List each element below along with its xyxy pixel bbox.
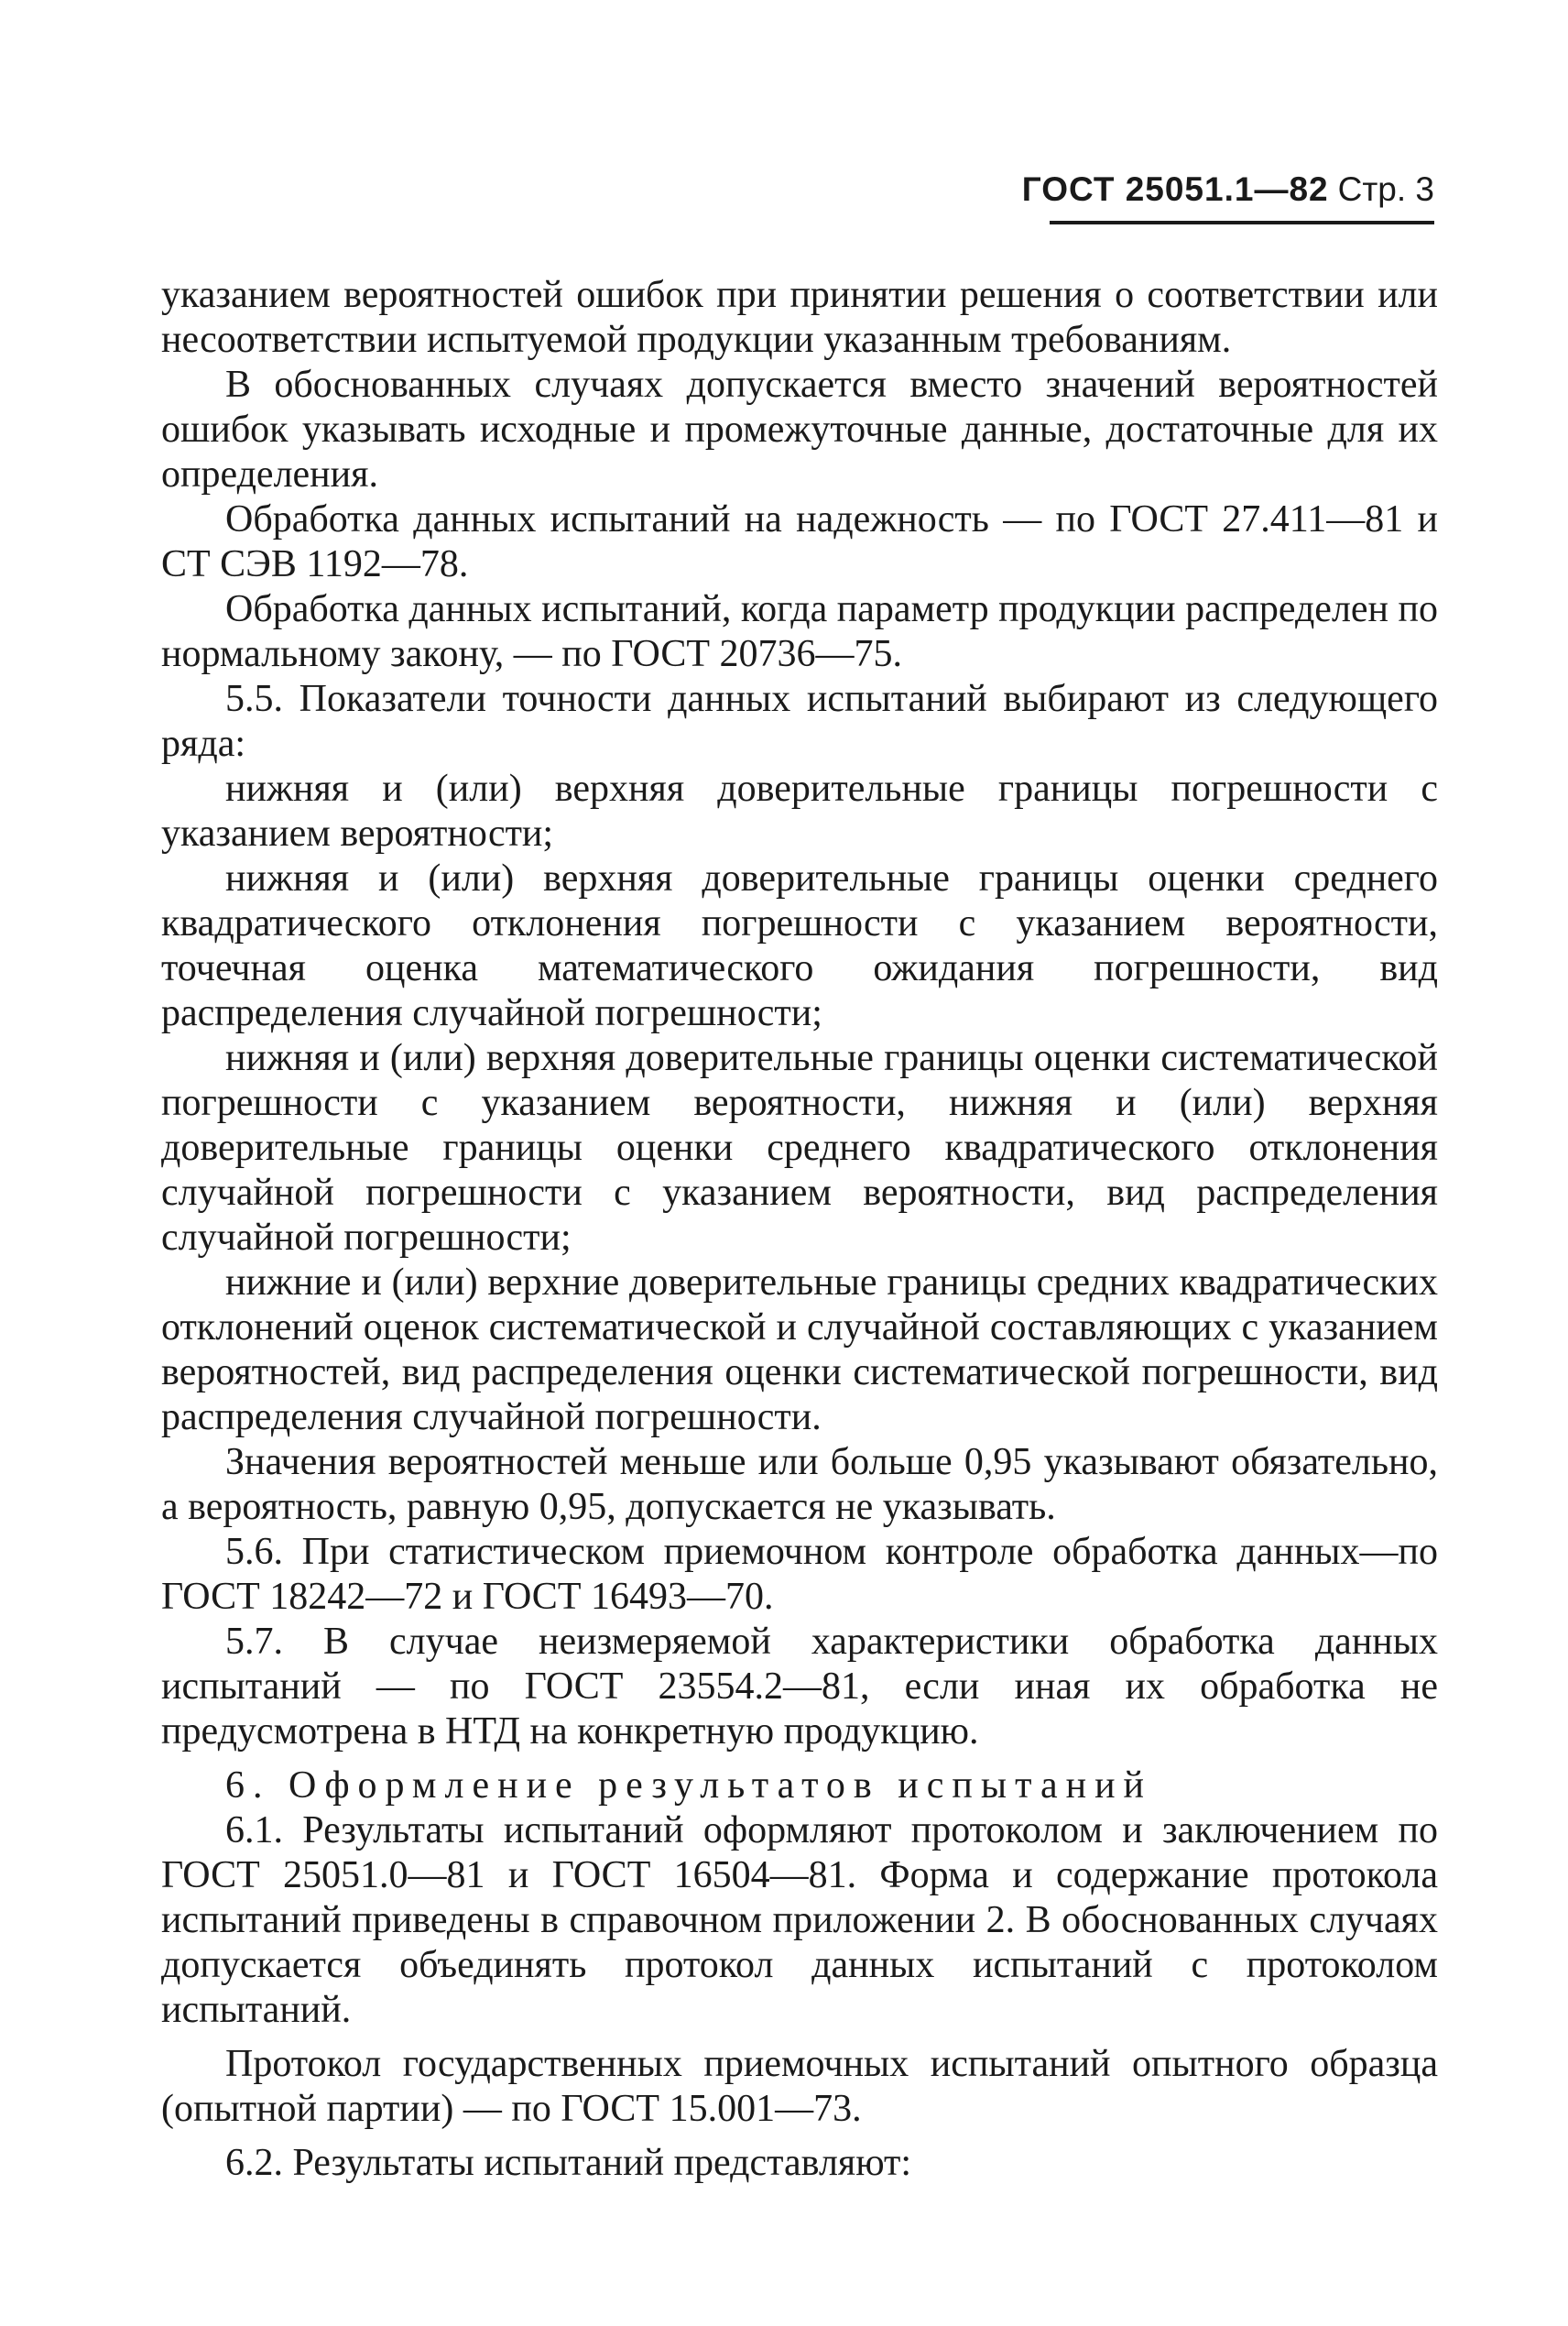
document-body [161, 273, 1438, 2186]
paragraph: Значения вероятностей меньше или больше 0,95 указывают обязательно, а вероятность, равную 0,95, допускается не указывать. [161, 1441, 1438, 1528]
clause-5-6: 5.6. При статистическом приемочном контроле обработка данных—по ГОСТ 18242—72 и ГОСТ 16493—70. [161, 1531, 1438, 1618]
paragraph: Обработка данных испытаний на надежность — по ГОСТ 27.411—81 и СТ СЭВ 1192—78. [161, 498, 1438, 585]
list-item: нижняя и (или) верхняя доверительные границы погрешности с указанием вероятности; [161, 768, 1438, 855]
clause-5-7: 5.7. В случае неизмеряемой характеристики обработка данных испытаний — по ГОСТ 23554.2—81, если иная их обработка не предусмотрена в НТД на конкретную продукцию. [161, 1621, 1438, 1753]
list-item: нижние и (или) верхние доверительные границы средних квадратических отклонений оценок систематической и случайной составляющих с указанием вероятностей, вид распределения оценки систематической погрешности, вид распределения случайной погрешности. [161, 1261, 1438, 1438]
standard-number: ГОСТ 25051.1—82 [1021, 170, 1329, 208]
header-rule [1050, 221, 1434, 224]
clause-5-5: 5.5. Показатели точности данных испытаний выбирают из следующего ряда: [161, 678, 1438, 765]
page-number: Стр. 3 [1337, 170, 1434, 208]
paragraph: В обоснованных случаях допускается вместо значений вероятностей ошибок указывать исходные и промежуточные данные, достаточные для их определения. [161, 364, 1438, 496]
running-header [1022, 170, 1434, 209]
paragraph-continuation: указанием вероятностей ошибок при принятии решения о соответствии или несоответствии испытуемой продукции указанным требованиям. [161, 274, 1438, 361]
list-item: нижняя и (или) верхняя доверительные границы оценки среднего квадратического отклонения погрешности с указанием вероятности, точечная оценка математического ожидания погрешности, вид распределения случайной погрешности; [161, 857, 1438, 1034]
paragraph: Протокол государственных приемочных испытаний опытного образца (опытной партии) — по ГОСТ 15.001—73. [161, 2043, 1438, 2130]
section-heading: 6. Оформление результатов испытаний [225, 1764, 1153, 1807]
list-item: нижняя и (или) верхняя доверительные границы оценки систематической погрешности с указанием вероятности, нижняя и (или) верхняя доверительные границы оценки среднего квадратического отклонения случайной погрешности с указанием вероятности, вид распределения случайной погрешности; [161, 1037, 1438, 1259]
paragraph: Обработка данных испытаний, когда параметр продукции распределен по нормальному закону, — по ГОСТ 20736—75. [161, 588, 1439, 675]
clause-6-2: 6.2. Результаты испытаний представляют: [225, 2142, 912, 2184]
clause-6-1: 6.1. Результаты испытаний оформляют протоколом и заключением по ГОСТ 25051.0—81 и ГОСТ 16504—81. Форма и содержание протокола испытаний приведены в справочном приложении 2. В обоснованных случаях допускается объединять протокол данных испытаний с протоколом испытаний. [161, 1809, 1438, 2031]
